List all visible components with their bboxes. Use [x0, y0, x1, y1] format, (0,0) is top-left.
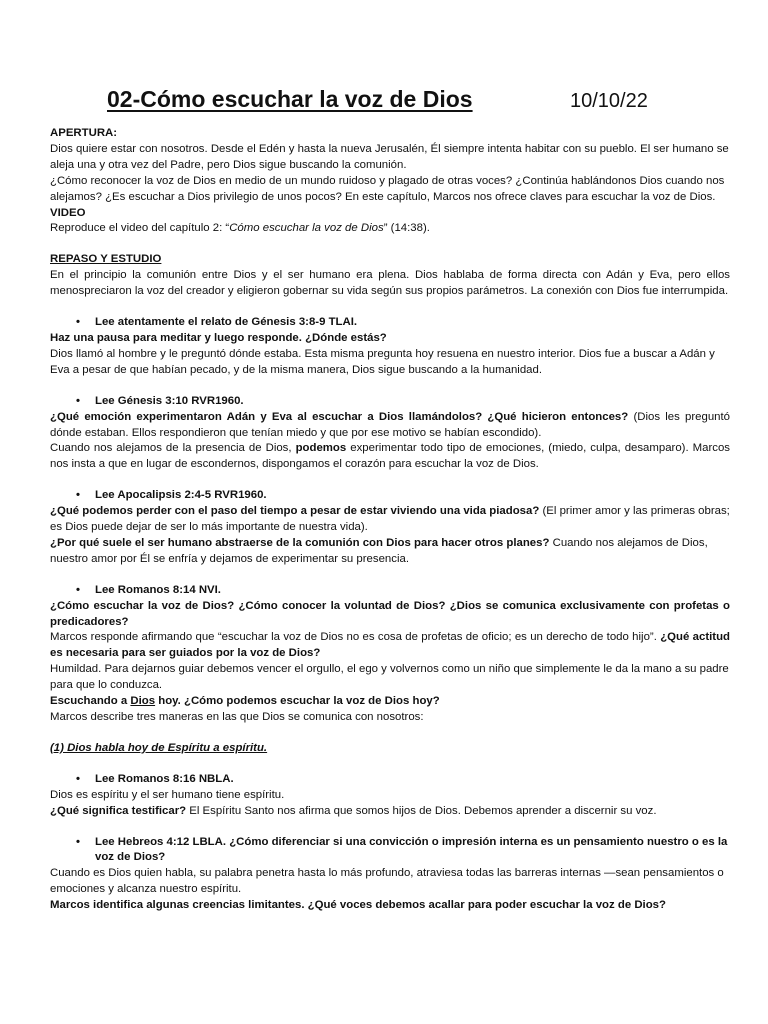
hebreos-p2: Marcos identifica algunas creencias limitantes. ¿Qué voces debemos acallar para poder escuchar la voz de Dios?	[50, 899, 666, 912]
apocalipsis-q1-text: ¿Qué podemos perder con el paso del tiempo a pesar de estar viviendo una vida piadosa?	[50, 505, 540, 518]
bullet-hebreos	[50, 835, 730, 867]
bullet-dot: •	[76, 316, 80, 329]
escuchando-a: Escuchando a	[50, 695, 131, 708]
romanos-8-16-a: El Espíritu Santo nos afirma que somos hijos de Dios. Debemos aprender a discernir su voz.	[186, 804, 657, 817]
document-date: 10/10/22	[570, 90, 648, 112]
apocalipsis-a1: (El primer amor y las primeras obras; es Dios puede dejar de ser lo más importante de nuestra vida).	[50, 505, 730, 534]
genesis-3-10-paragraph	[50, 441, 730, 473]
romanos-8-16-q	[50, 804, 730, 820]
apocalipsis-a2: Cuando nos alejamos de Dios, nuestro amor por Él se enfría y dejamos de experimentar su presencia.	[50, 536, 708, 565]
apertura-heading: APERTURA:	[50, 127, 118, 139]
section-1-heading: (1) Dios habla hoy de Espíritu a espíritu.	[50, 741, 268, 754]
video-paragraph	[50, 221, 730, 237]
romanos-8-14-paragraph	[50, 630, 730, 662]
apocalipsis-q2	[50, 536, 730, 568]
bullet-genesis-3-8	[50, 315, 730, 331]
escuchando-dios: Dios	[130, 695, 156, 708]
repaso-paragraph: En el principio la comunión entre Dios y el ser humano era plena. Dios hablaba de forma directa con Adán y Eva, pero ellos menospreciaron la voz del creador y eligieron gobernar su vida según sus propios parámetros. La conexión con Dios fue interrumpida.	[50, 269, 730, 298]
bullet-hebreos-text: Lee Hebreos 4:12 LBLA. ¿Cómo diferenciar si una convicción o impresión interna es un pensamiento nuestro o es la voz de Dios?	[95, 835, 728, 864]
genesis-3-10-pre: Cuando nos alejamos de la presencia de Dios,	[50, 442, 296, 455]
apertura-paragraph-2: ¿Cómo reconocer la voz de Dios en medio de un mundo ruidoso y plagado de otras voces? ¿Continúa hablándonos Dios cuando nos alejamos? ¿Es escuchar a Dios privilegio de unos pocos? En este capítulo, Marcos nos ofrece claves para escuchar la voz de Dios.	[50, 174, 725, 203]
romanos-8-14-answer: Humildad. Para dejarnos guiar debemos vencer el orgullo, el ego y volvernos como un niño que simplemente le da la mano a su padre para que lo conduzca.	[50, 663, 729, 692]
video-text-post: ” (14:38).	[383, 222, 430, 235]
genesis-3-10-question-text: ¿Qué emoción experimentaron Adán y Eva al escuchar a Dios llamándolos? ¿Qué hicieron entonces?	[50, 410, 629, 423]
bullet-genesis-3-10-text: Lee Génesis 3:10 RVR1960.	[95, 394, 244, 407]
video-title: Cómo escuchar la voz de Dios	[229, 222, 384, 235]
genesis-3-10-question-answer: (Dios les preguntó dónde estaban. Ellos respondieron que tenían miedo y que por ese motivo se habían escondido).	[50, 410, 730, 439]
bullet-dot: •	[76, 394, 80, 407]
escuchando-line	[50, 694, 730, 710]
document-page	[50, 86, 731, 914]
apocalipsis-q2-text: ¿Por qué suele el ser humano abstraerse de la comunión con Dios para hacer otros planes?	[50, 536, 550, 549]
escuchando-c: hoy. ¿Cómo podemos escuchar la voz de Dios hoy?	[155, 695, 440, 708]
bullet-dot: •	[76, 835, 80, 848]
video-heading: VIDEO	[50, 206, 86, 219]
apocalipsis-q1	[50, 504, 730, 536]
genesis-3-10-bold: podemos	[295, 442, 347, 455]
romanos-8-16-q-text: ¿Qué significa testificar?	[50, 804, 187, 817]
genesis-3-8-question: Haz una pausa para meditar y luego responde. ¿Dónde estás?	[50, 331, 387, 344]
bullet-romanos-8-14-text: Lee Romanos 8:14 NVI.	[95, 583, 221, 596]
bullet-dot: •	[76, 772, 80, 785]
bullet-genesis-3-10	[50, 394, 730, 410]
genesis-3-8-answer: Dios llamó al hombre y le preguntó dónde estaba. Esta misma pregunta hoy resuena en nuestro interior. Dios fue a buscar a Adán y Eva a pesar de que habían pecado, y de la misma manera, Dios sigue buscando a la humanidad.	[50, 347, 715, 376]
hebreos-p1: Cuando es Dios quien habla, su palabra penetra hasta lo más profundo, atraviesa todas las barreras internas —sean pensamientos o emociones y alcanza nuestro espíritu.	[50, 867, 724, 896]
bullet-romanos-8-16-text: Lee Romanos 8:16 NBLA.	[95, 772, 234, 785]
bullet-dot: •	[76, 583, 80, 596]
romanos-8-14-bold: ¿Qué actitud es necesaria para ser guiados por la voz de Dios?	[50, 631, 730, 660]
romanos-8-16-p1: Dios es espíritu y el ser humano tiene espíritu.	[50, 788, 285, 801]
title-row	[50, 86, 730, 126]
tres-maneras: Marcos describe tres maneras en las que Dios se comunica con nosotros:	[50, 711, 424, 723]
document-title: 02-Cómo escuchar la voz de Dios	[107, 86, 473, 112]
bullet-romanos-8-16	[50, 772, 730, 788]
apertura-paragraph-1: Dios quiere estar con nosotros. Desde el Edén y hasta la nueva Jerusalén, Él siempre intenta habitar con su pueblo. El ser humano se aleja una y otra vez del Padre, pero Dios sigue buscando la comunión.	[50, 142, 729, 171]
video-text-pre: Reproduce el video del capítulo 2: “	[50, 222, 230, 235]
romanos-8-14-question: ¿Cómo escuchar la voz de Dios? ¿Cómo conocer la voluntad de Dios? ¿Dios se comunica exclusivamente con profetas o predicadores?	[50, 599, 730, 628]
repaso-heading: REPASO Y ESTUDIO	[50, 253, 162, 266]
bullet-apocalipsis	[50, 488, 730, 504]
genesis-3-10-post: experimentar todo tipo de emociones, (miedo, culpa, desamparo). Marcos nos insta a que en lugar de escondernos, dispongamos el corazón para escuchar la voz de Dios.	[50, 442, 731, 471]
bullet-apocalipsis-text: Lee Apocalipsis 2:4-5 RVR1960.	[95, 489, 267, 502]
genesis-3-10-question	[50, 410, 730, 442]
bullet-dot: •	[76, 489, 80, 502]
bullet-genesis-3-8-text: Lee atentamente el relato de Génesis 3:8-9 TLAI.	[95, 316, 358, 329]
bullet-romanos-8-14	[50, 583, 730, 599]
romanos-8-14-pre: Marcos responde afirmando que “escuchar la voz de Dios no es cosa de profetas de oficio; es un derecho de todo hijo”.	[50, 631, 661, 644]
